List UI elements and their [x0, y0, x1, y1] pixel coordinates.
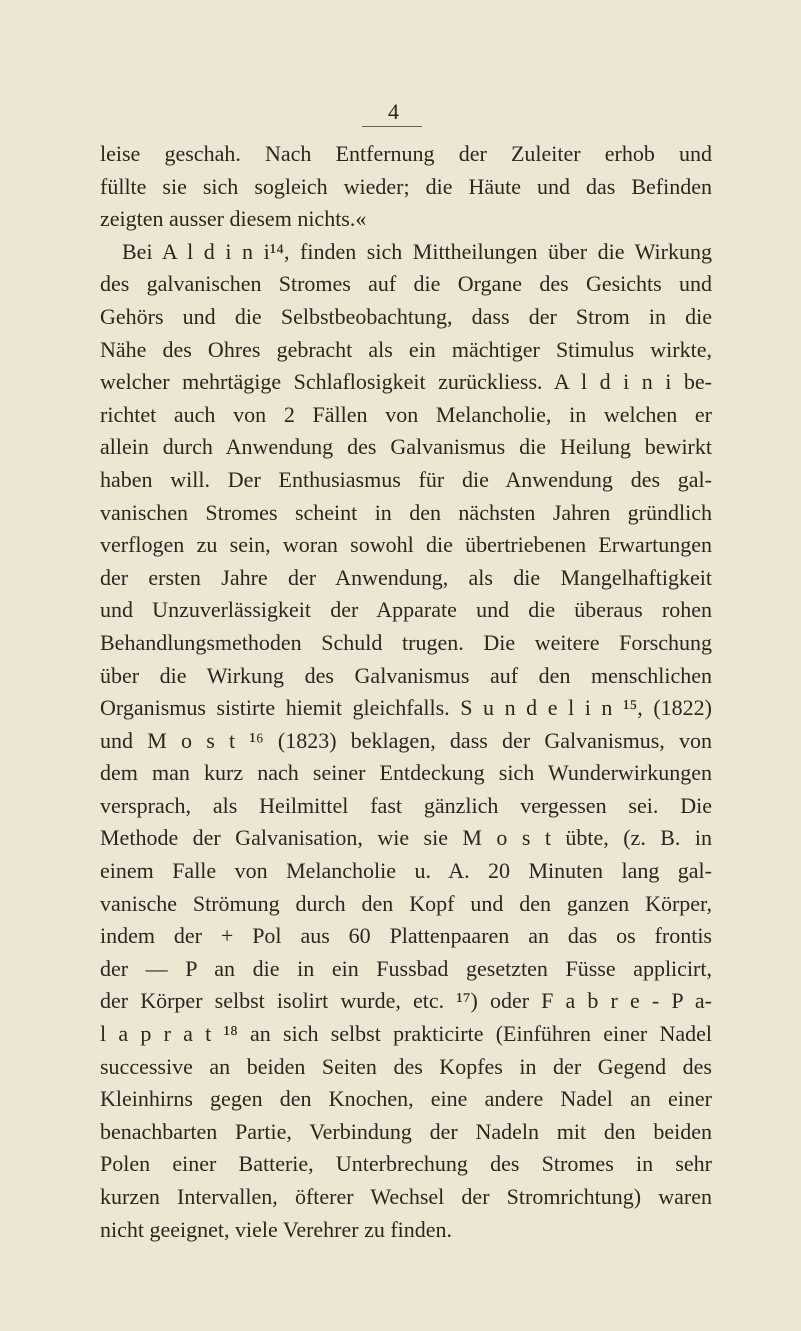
page-number: 4	[388, 99, 399, 124]
text-line: verflogen zu sein, woran sowohl die übertriebenen Erwartungen	[100, 532, 712, 558]
text-line: Nähe des Ohres gebracht als ein mächtiger Stimulus wirkte,	[100, 336, 712, 362]
text-line: Organismus sistirte hiemit gleichfalls. S u n d e l i n ¹⁵, (1822)	[100, 695, 712, 721]
text-line: versprach, als Heilmittel fast gänzlich vergessen sei. Die	[100, 792, 712, 818]
text-line: vanische Strömung durch den Kopf und den ganzen Körper,	[100, 890, 712, 916]
text-line: benachbarten Partie, Verbindung der Nadeln mit den beiden	[100, 1118, 712, 1144]
text-line: füllte sie sich sogleich wieder; die Häute und das Befinden	[100, 173, 712, 199]
text-line: kurzen Intervallen, öfterer Wechsel der Stromrichtung) waren	[100, 1184, 712, 1209]
text-line: Gehörs und die Selbstbeobachtung, dass der Strom in die	[100, 303, 712, 329]
text-line: der — P an die in ein Fussbad gesetzten Füsse applicirt,	[100, 955, 712, 981]
text-line: Behandlungsmethoden Schuld trugen. Die weitere Forschung	[100, 629, 712, 655]
text-line: Bei A l d i n i¹⁴, finden sich Mittheilungen über die Wirkung	[122, 238, 712, 264]
text-line: einem Falle von Melancholie u. A. 20 Minuten lang gal-	[100, 858, 712, 884]
text-line: nicht geeignet, viele Verehrer zu finden.	[100, 1216, 453, 1242]
text-line: successive an beiden Seiten des Kopfes in der Gegend des	[100, 1053, 712, 1079]
text-line: welcher mehrtägige Schlaflosigkeit zurückliess. A l d i n i be-	[100, 369, 712, 395]
text-line: über die Wirkung des Galvanismus auf den menschlichen	[100, 662, 712, 688]
text-line: zeigten ausser diesem nichts.«	[100, 206, 367, 232]
text-line: richtet auch von 2 Fällen von Melancholie, in welchen er	[100, 401, 712, 427]
text-line: der Körper selbst isolirt wurde, etc. ¹⁷) oder F a b r e - P a-	[100, 988, 712, 1014]
text-line: leise geschah. Nach Entfernung der Zuleiter erhob und	[100, 141, 712, 166]
text-line: indem der + Pol aus 60 Plattenpaaren an das os frontis	[100, 923, 712, 949]
text-line: vanischen Stromes scheint in den nächsten Jahren gründlich	[100, 499, 712, 525]
text-line: allein durch Anwendung des Galvanismus die Heilung bewirkt	[100, 434, 712, 460]
text-line: der ersten Jahre der Anwendung, als die Mangelhaftigkeit	[100, 564, 712, 590]
text-line: l a p r a t ¹⁸ an sich selbst prakticirte (Einführen einer Nadel	[100, 1021, 712, 1047]
text-line: Methode der Galvanisation, wie sie M o s t übte, (z. B. in	[100, 825, 712, 851]
text-line: des galvanischen Stromes auf die Organe des Gesichts und	[100, 271, 712, 297]
body-text	[100, 138, 712, 1246]
text-line: Kleinhirns gegen den Knochen, eine andere Nadel an einer	[100, 1086, 712, 1112]
text-line: dem man kurz nach seiner Entdeckung sich Wunderwirkungen	[100, 760, 712, 786]
page-number-rule	[362, 126, 422, 127]
text-line: haben will. Der Enthusiasmus für die Anwendung des gal-	[100, 466, 712, 492]
text-line: Polen einer Batterie, Unterbrechung des Stromes in sehr	[100, 1151, 712, 1177]
text-line: und M o s t ¹⁶ (1823) beklagen, dass der Galvanismus, von	[100, 727, 712, 753]
text-line: und Unzuverlässigkeit der Apparate und die überaus rohen	[100, 597, 712, 623]
